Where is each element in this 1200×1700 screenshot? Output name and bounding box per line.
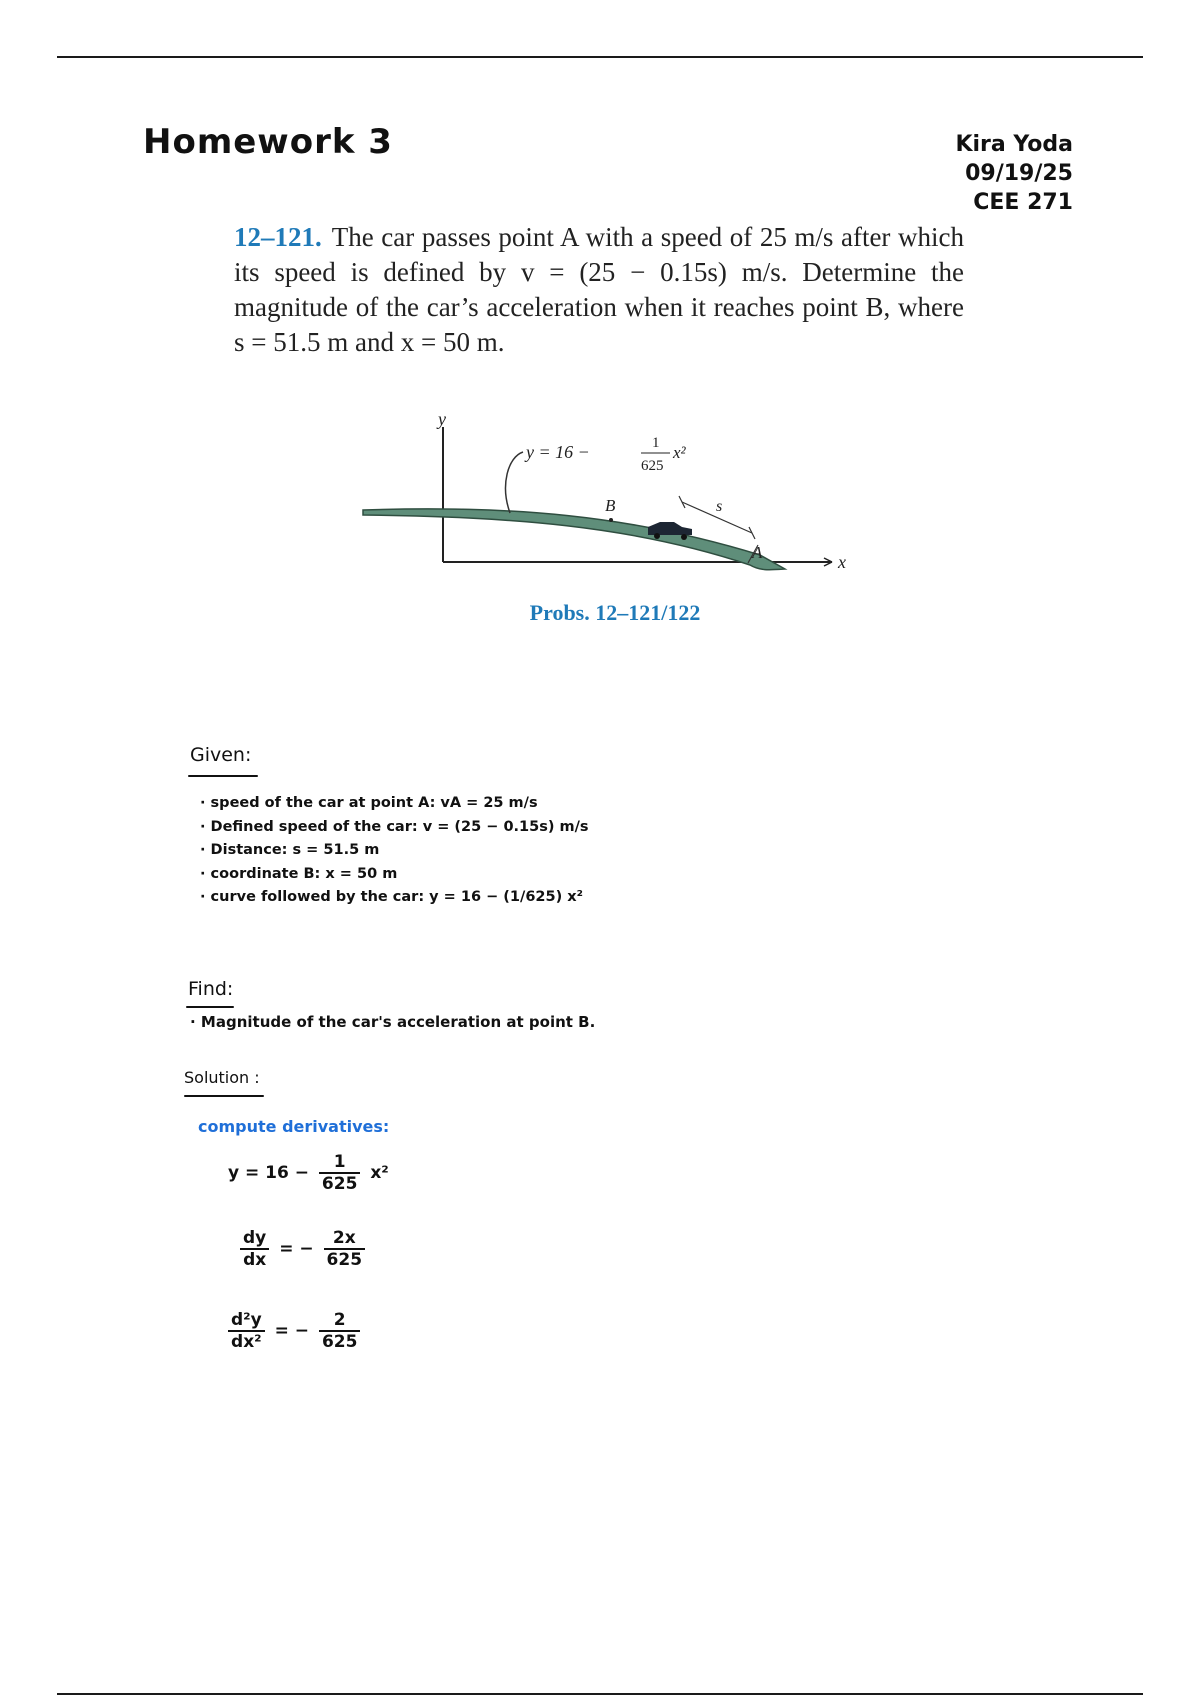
eq3-lhs-num: d²y: [231, 1310, 262, 1330]
given-item-speed-function: · Defined speed of the car: v = (25 − 0.15s) m/s: [200, 818, 589, 835]
curve-equation-den: 625: [641, 458, 664, 474]
equation-curve: [228, 1152, 389, 1194]
x-axis-label: x: [838, 552, 846, 572]
find-underline: [186, 1006, 234, 1008]
eq2-sign: = −: [279, 1239, 314, 1259]
eq2-num: 2x: [332, 1228, 356, 1248]
solution-heading: Solution :: [184, 1068, 260, 1087]
given-item-speed-a: · speed of the car at point A: vA = 25 m/s: [200, 795, 538, 811]
problem-statement: [234, 220, 964, 360]
solution-underline: [184, 1095, 264, 1097]
arc-length-label: s: [716, 498, 723, 515]
problem-text: The car passes point A with a speed of 25 m/s after which its speed is defined by v = (25 − 0.15s) m/s. Determine the magnitude of the car’s acceleration when it reaches point B, where s = 51.5 m and x = 50 m.: [234, 222, 964, 357]
eq3-lhs-den: dx²: [228, 1330, 265, 1352]
road-curve: [363, 509, 785, 570]
solution-subheading: compute derivatives:: [198, 1117, 390, 1136]
eq2-den: 625: [324, 1248, 366, 1270]
eq2-lhs-den: dx: [240, 1248, 269, 1270]
curve-equation-prefix: y = 16 −: [526, 442, 590, 462]
given-item-coordinate: · coordinate B: x = 50 m: [200, 865, 398, 882]
point-a-label: A: [752, 543, 763, 562]
given-underline: [188, 775, 258, 777]
bottom-rule: [57, 1693, 1143, 1695]
course-code: CEE 271: [973, 190, 1073, 215]
y-axis-label: y: [438, 409, 446, 429]
given-item-curve: · curve followed by the car: y = 16 − (1/625) x²: [200, 889, 583, 905]
eq3-den: 625: [319, 1330, 361, 1352]
eq2-lhs-num: dy: [243, 1228, 267, 1248]
find-heading: Find:: [188, 978, 234, 1000]
given-item-distance: · Distance: s = 51.5 m: [200, 842, 380, 858]
eq3-num: 2: [333, 1310, 346, 1330]
date-text: 09/19/25: [965, 161, 1073, 186]
author-block: [955, 130, 1073, 217]
equation-leader: [506, 452, 523, 513]
figure-caption: Probs. 12–121/122: [529, 600, 701, 625]
curve-equation-num: 1: [652, 435, 660, 451]
given-list: [200, 792, 589, 910]
find-item: · Magnitude of the car's acceleration at point B.: [190, 1013, 596, 1031]
equation-second-derivative: [224, 1310, 364, 1352]
given-heading: Given:: [190, 744, 252, 766]
eq1-tail: x²: [370, 1163, 389, 1183]
point-b-marker: [609, 518, 613, 522]
equation-first-derivative: [236, 1228, 369, 1270]
eq1-num: 1: [333, 1152, 346, 1172]
point-b-label: B: [605, 496, 616, 515]
eq3-sign: = −: [274, 1321, 310, 1341]
author-name: Kira Yoda: [955, 132, 1073, 157]
top-rule: [57, 56, 1143, 58]
problem-number: 12–121.: [234, 222, 322, 252]
curve-equation-suffix: x²: [673, 443, 686, 462]
eq1-lhs: y = 16 −: [228, 1163, 309, 1183]
eq1-den: 625: [319, 1172, 361, 1194]
homework-title: Homework 3: [143, 122, 393, 162]
